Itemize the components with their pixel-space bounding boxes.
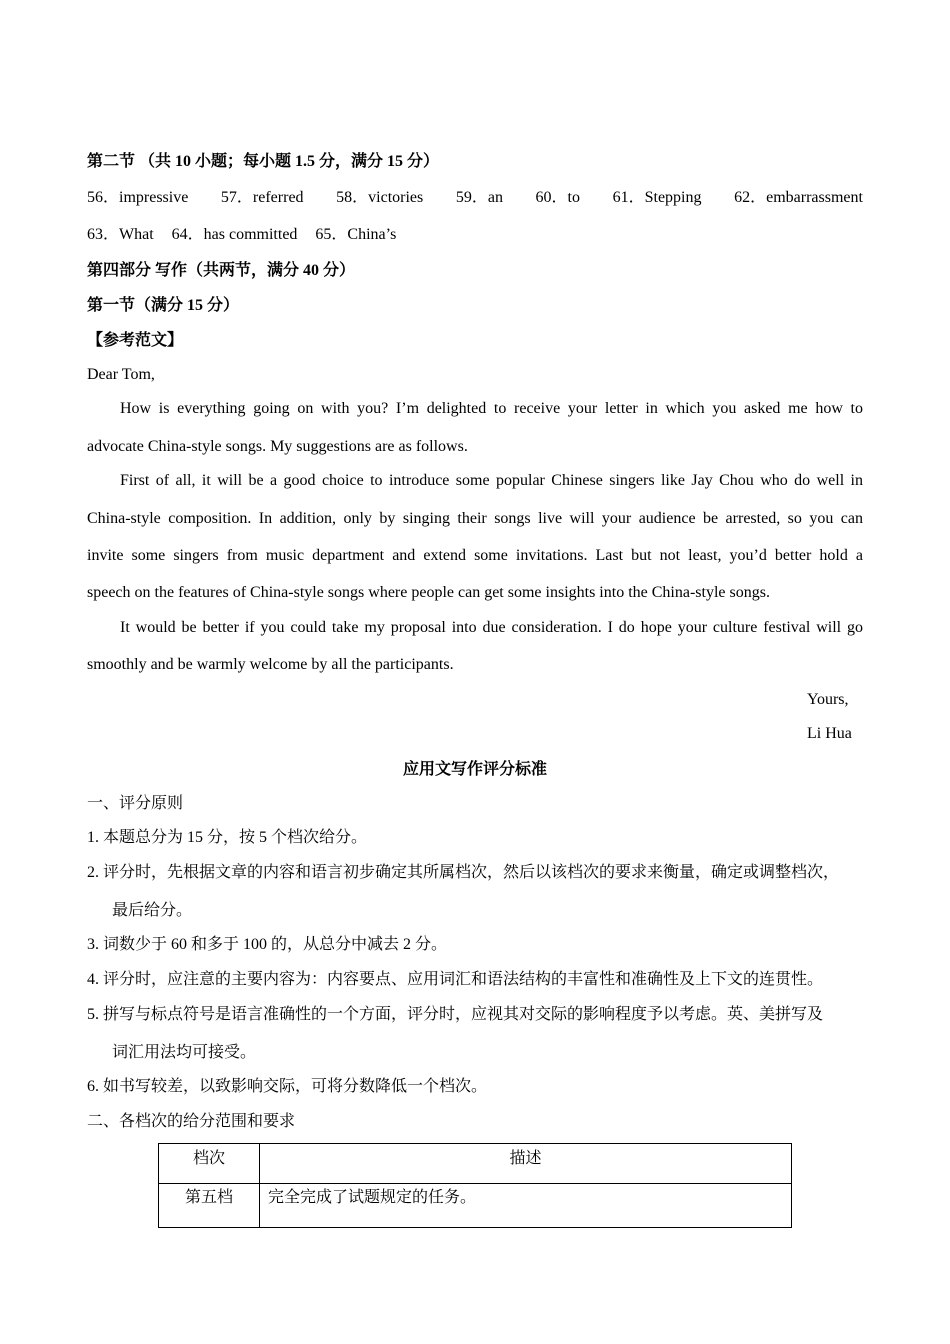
letter-signature: Li Hua: [807, 725, 852, 742]
answer-59: 59．an: [455, 189, 503, 206]
answer-61: 61．Stepping: [612, 189, 702, 206]
letter-paragraph-line: How is everything going on with you? I’m delighted to receive your letter in which you asked me how to: [120, 400, 863, 417]
header-description: 描述: [260, 1144, 792, 1184]
letter-paragraph-line: speech on the features of China-style songs where people can get some insights into the China-style songs.: [87, 584, 770, 601]
cell-level: 第五档: [159, 1184, 260, 1228]
grading-table: [158, 1143, 792, 1228]
letter-paragraph-line: smoothly and be warmly welcome by all the participants.: [87, 656, 454, 673]
criteria-item: 2. 评分时，先根据文章的内容和语言初步确定其所属档次，然后以该档次的要求来衡量，确定或调整档次，: [87, 864, 840, 881]
criteria-item-continued: 词汇用法均可接受。: [112, 1044, 257, 1061]
answer-57: 57．referred: [220, 189, 304, 206]
cell-description: 完全完成了试题规定的任务。: [260, 1184, 792, 1228]
answer-58: 58．victories: [336, 189, 424, 206]
criteria-item: 6. 如书写较差，以致影响交际，可将分数降低一个档次。: [87, 1078, 488, 1095]
letter-paragraph-line: China-style composition. In addition, only by singing their songs live will your audience be arrested, so you can: [87, 510, 863, 527]
letter-greeting: Dear Tom,: [87, 366, 155, 383]
criteria-item: 3. 词数少于 60 和多于 100 的，从总分中减去 2 分。: [87, 936, 448, 953]
ranges-heading: 二、各档次的给分范围和要求: [87, 1113, 296, 1130]
section2-heading: 第二节 （共 10 小题；每小题 1.5 分，满分 15 分）: [87, 153, 440, 170]
letter-paragraph-line: It would be better if you could take my proposal into due consideration. I do hope your culture festival will go: [120, 619, 863, 636]
answer-64: 64．has committed: [171, 226, 298, 243]
answer-62: 62．embarrassment: [734, 189, 863, 206]
answer-60: 60．to: [535, 189, 580, 206]
answer-65: 65．China’s: [315, 226, 397, 243]
criteria-item: 5. 拼写与标点符号是语言准确性的一个方面，评分时，应视其对交际的影响程度予以考虑。英、美拼写及: [87, 1006, 824, 1023]
answer-56: 56．impressive: [87, 189, 189, 206]
answers-line-2: [87, 225, 410, 245]
answers-line-1: [87, 188, 863, 208]
criteria-item: 1. 本题总分为 15 分，按 5 个档次给分。: [87, 829, 368, 846]
letter-closing: Yours,: [807, 691, 849, 708]
letter-paragraph-line: invite some singers from music department and extend some invitations. Last but not least, you’d better hold a: [87, 547, 863, 564]
principles-heading: 一、评分原则: [87, 795, 184, 812]
header-level: 档次: [159, 1144, 260, 1184]
criteria-item-continued: 最后给分。: [112, 902, 193, 919]
part4-heading: 第四部分 写作（共两节，满分 40 分）: [87, 262, 356, 279]
criteria-item: 4. 评分时，应注意的主要内容为：内容要点、应用词汇和语法结构的丰富性和准确性及上下文的连贯性。: [87, 971, 824, 988]
table-header-row: [159, 1144, 792, 1184]
sample-essay-label: 【参考范文】: [87, 332, 184, 349]
section1-heading: 第一节（满分 15 分）: [87, 297, 240, 314]
criteria-title: 应用文写作评分标准: [402, 761, 547, 778]
table-row: [159, 1184, 792, 1228]
letter-paragraph-line: advocate China-style songs. My suggestions are as follows.: [87, 438, 468, 455]
answer-63: 63．What: [87, 226, 154, 243]
letter-paragraph-line: First of all, it will be a good choice to introduce some popular Chinese singers like Jay Chou who do well in: [120, 472, 863, 489]
